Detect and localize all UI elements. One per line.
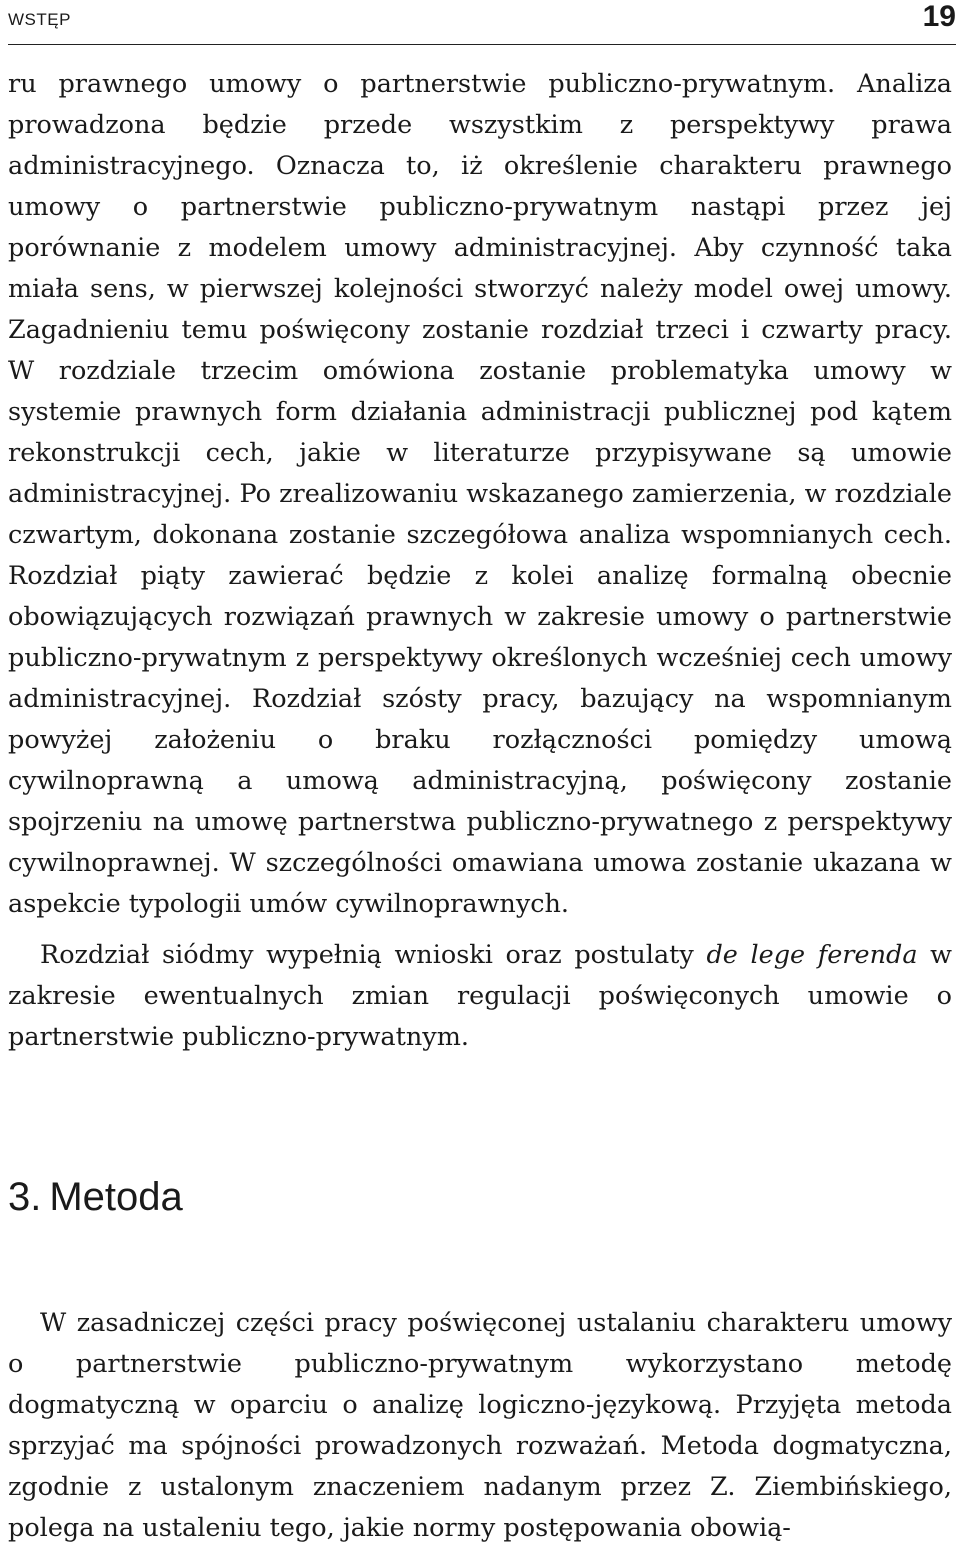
paragraph-2-text-start: Rozdział siódmy wypełnią wnioski oraz postulaty	[40, 940, 707, 970]
section-number: 3.	[8, 1175, 42, 1219]
latin-phrase: de lege ferenda	[706, 940, 918, 970]
section-title: Metoda	[49, 1175, 183, 1219]
paragraph-3: W zasadniczej części pracy poświęconej ustalaniu charakteru umowy o partnerstwie publiczno-prywatnym wykorzystano metodę dogmatyczną w oparciu o analizę logiczno-językową. Przyjęta metoda sprzyjać ma spójności prowadzonych rozważań. Metoda dogmatyczna, zgodnie z ustalonym znaczeniem nadanym przez Z. Ziembińskiego, polega na ustaleniu tego, jakie normy postępowania obowią-	[8, 1308, 952, 1543]
paragraph-1: ru prawnego umowy o partnerstwie publiczno-prywatnym. Analiza prowadzona będzie przede wszystkim z perspektywy prawa administracyjnego. Oznacza to, iż określenie charakteru prawnego umowy o partnerstwie publiczno-prywatnym nastąpi przez jej porównanie z modelem umowy administracyjnej. Aby czynność taka miała sens, w pierwszej kolejności stworzyć należy model owej umowy. Zagadnieniu temu poświęcony zostanie rozdział trzeci i czwarty pracy. W rozdziale trzecim omówiona zostanie problematyka umowy w systemie prawnych form działania administracji publicznej pod kątem rekonstrukcji cech, jakie w literaturze przypisywane są umowie administracyjnej. Po zrealizowaniu wskazanego zamierzenia, w rozdziale czwartym, dokonana zostanie szczegółowa analiza wspomnianych cech. Rozdział piąty zawierać będzie z kolei analizę formalną obecnie obowiązujących rozwiązań prawnych w zakresie umowy o partnerstwie publiczno-prywatnym z perspektywy określonych wcześniej cech umowy administracyjnej. Rozdział szósty pracy, bazujący na wspomnianym powyżej założeniu o braku rozłączności pomiędzy umową cywilnoprawną a umową administracyjną, poświęcony zostanie spojrzeniu na umowę partnerstwa publiczno-prywatnego z perspektywy cywilnoprawnej. W szczególności omawiana umowa zostanie ukazana w aspekcie typologii umów cywilnoprawnych.	[8, 69, 952, 919]
running-title: WSTĘP	[8, 10, 71, 29]
section-heading	[8, 1172, 183, 1222]
paragraph-2	[8, 935, 952, 1058]
running-header	[8, 0, 956, 45]
paragraph-2-text-end: w zakresie ewentualnych zmian regulacji poświęconych umowie o partnerstwie publiczno-prywatnym.	[8, 940, 953, 1052]
page-number: 19	[922, 0, 956, 33]
